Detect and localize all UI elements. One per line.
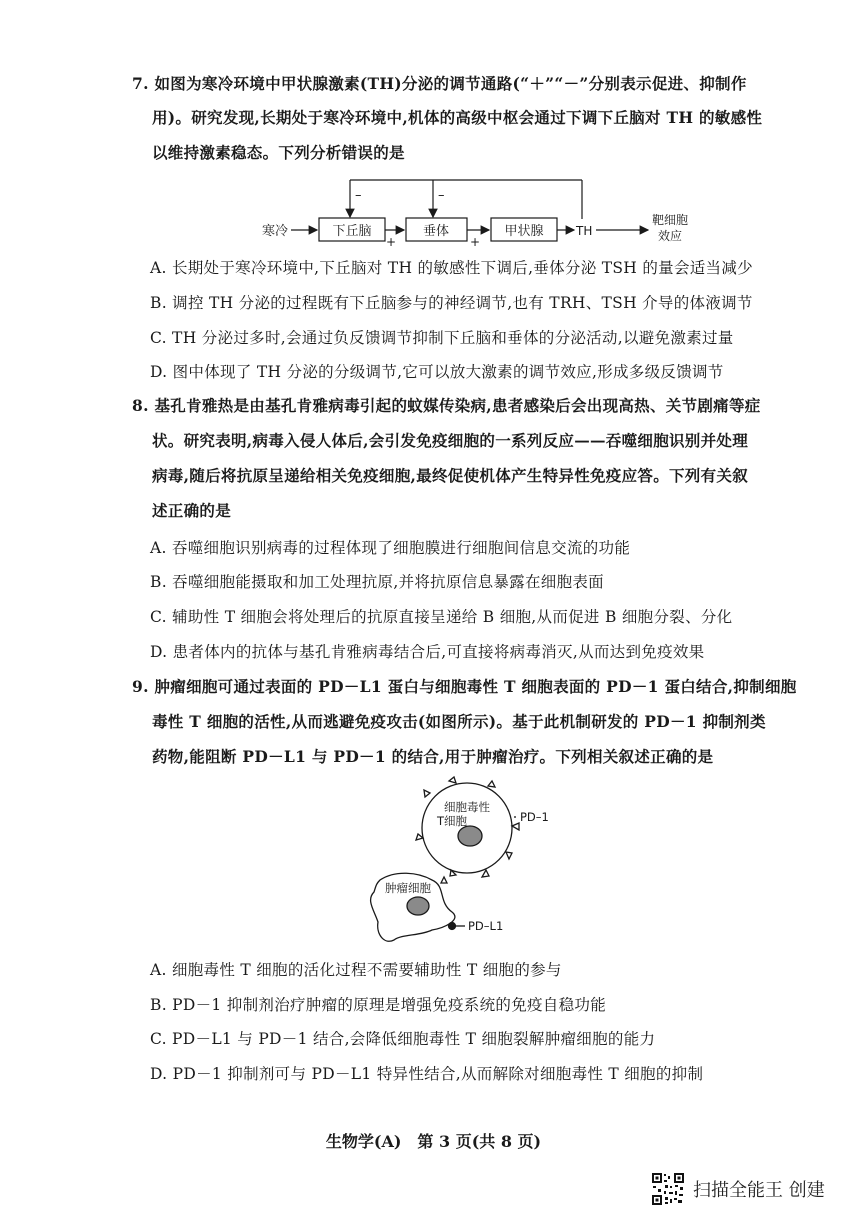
tumor-cell-nucleus <box>407 897 429 915</box>
q8-stem-line-2: 状。研究表明,病毒入侵人体后,会引发免疫细胞的一系列反应——吞噬细胞识别并处理 <box>152 431 748 450</box>
pd1-receptor <box>512 823 519 830</box>
scanner-watermark <box>651 1172 825 1206</box>
q7-stem-line-1: 7. 如图为寒冷环境中甲状腺激素(TH)分泌的调节通路(“＋”“－”分别表示促进、抑制作 <box>132 74 747 93</box>
pd1-label: PD–1 <box>520 810 549 824</box>
hypothalamus-label: 下丘脑 <box>332 224 372 239</box>
q9-stem-line-3: 药物,能阻断 PD－L1 与 PD－1 的结合,用于肿瘤治疗。下列相关叙述正确的是 <box>152 747 714 766</box>
th-label: TH <box>576 224 593 238</box>
minus-sign-2: – <box>438 188 445 203</box>
pd1-receptor <box>441 877 447 883</box>
q9-option-d: D. PD－1 抑制剂可与 PD－L1 特异性结合,从而解除对细胞毒性 T 细胞的抑制 <box>150 1065 704 1083</box>
q8-stem-line-1: 8. 基孔肯雅热是由基孔肯雅病毒引起的蚊媒传染病,患者感染后会出现高热、关节剧痛等症 <box>132 396 761 415</box>
effect-label: 效应 <box>658 229 683 243</box>
q8-option-c: C. 辅助性 T 细胞会将处理后的抗原直接呈递给 B 细胞,从而促进 B 细胞分裂、分化 <box>150 608 733 626</box>
q8-option-a: A. 吞噬细胞识别病毒的过程体现了细胞膜进行细胞间信息交流的功能 <box>150 539 631 557</box>
t-cell-label-1: 细胞毒性 <box>444 800 490 814</box>
q9-option-c: C. PD－L1 与 PD－1 结合,会降低细胞毒性 T 细胞裂解肿瘤细胞的能力 <box>150 1030 656 1048</box>
tumor-cell-label: 肿瘤细胞 <box>385 881 431 895</box>
pd1-receptor <box>449 777 456 783</box>
q8-stem-line-3: 病毒,随后将抗原呈递给相关免疫细胞,最终促使机体产生特异性免疫应答。下列有关叙 <box>152 466 748 485</box>
pd1-receptor <box>424 790 430 797</box>
plus-sign-2: + <box>470 235 481 249</box>
pd1-receptor <box>482 870 489 877</box>
scanner-label: 扫描全能王 创建 <box>693 1180 825 1201</box>
pd1-receptor <box>488 781 495 787</box>
q7-option-b: B. 调控 TH 分泌的过程既有下丘脑参与的神经调节,也有 TRH、TSH 介导的体液调节 <box>150 294 753 312</box>
q7-option-d: D. 图中体现了 TH 分泌的分级调节,它可以放大激素的调节效应,形成多级反馈调节 <box>150 363 724 381</box>
cold-label: 寒冷 <box>262 224 289 239</box>
target-cell-label: 靶细胞 <box>652 213 689 227</box>
q8-stem-line-4: 述正确的是 <box>152 501 232 520</box>
q9-option-b: B. PD－1 抑制剂治疗肿瘤的原理是增强免疫系统的免疫自稳功能 <box>150 996 606 1014</box>
q7-option-a: A. 长期处于寒冷环境中,下丘脑对 TH 的敏感性下调后,垂体分泌 TSH 的量会适当减少 <box>150 259 753 277</box>
q7-option-c: C. TH 分泌过多时,会通过负反馈调节抑制下丘脑和垂体的分泌活动,以避免激素过量 <box>150 329 734 347</box>
q9-stem-line-2: 毒性 T 细胞的活性,从而逃避免疫攻击(如图所示)。基于此机制研发的 PD－1 抑制剂类 <box>152 712 766 731</box>
pd1-receptor <box>506 852 512 859</box>
thyroid-label: 甲状腺 <box>504 224 544 239</box>
q9-option-a: A. 细胞毒性 T 细胞的活化过程不需要辅助性 T 细胞的参与 <box>150 961 562 979</box>
q9-stem-line-1: 9. 肿瘤细胞可通过表面的 PD－L1 蛋白与细胞毒性 T 细胞表面的 PD－1 蛋白结合,抑制细胞 <box>132 677 797 696</box>
q8-option-d: D. 患者体内的抗体与基孔肯雅病毒结合后,可直接将病毒消灭,从而达到免疫效果 <box>150 643 705 661</box>
pdl1-ligand <box>449 923 456 930</box>
t-cell-label-2: T细胞 <box>436 814 468 828</box>
q7-stem-line-2: 用)。研究发现,长期处于寒冷环境中,机体的高级中枢会通过下调下丘脑对 TH 的敏感性 <box>152 108 763 127</box>
pdl1-label: PD–L1 <box>468 919 504 933</box>
qr-code-icon <box>651 1172 685 1206</box>
pituitary-label: 垂体 <box>422 224 450 239</box>
q7-stem-line-3: 以维持激素稳态。下列分析错误的是 <box>152 143 405 162</box>
plus-sign-1: + <box>386 235 397 249</box>
t-cell-nucleus <box>458 826 482 846</box>
page-footer: 生物学(A) 第 3 页(共 8 页) <box>325 1132 542 1151</box>
q8-option-b: B. 吞噬细胞能摄取和加工处理抗原,并将抗原信息暴露在细胞表面 <box>150 573 604 591</box>
minus-sign-1: – <box>355 188 362 203</box>
